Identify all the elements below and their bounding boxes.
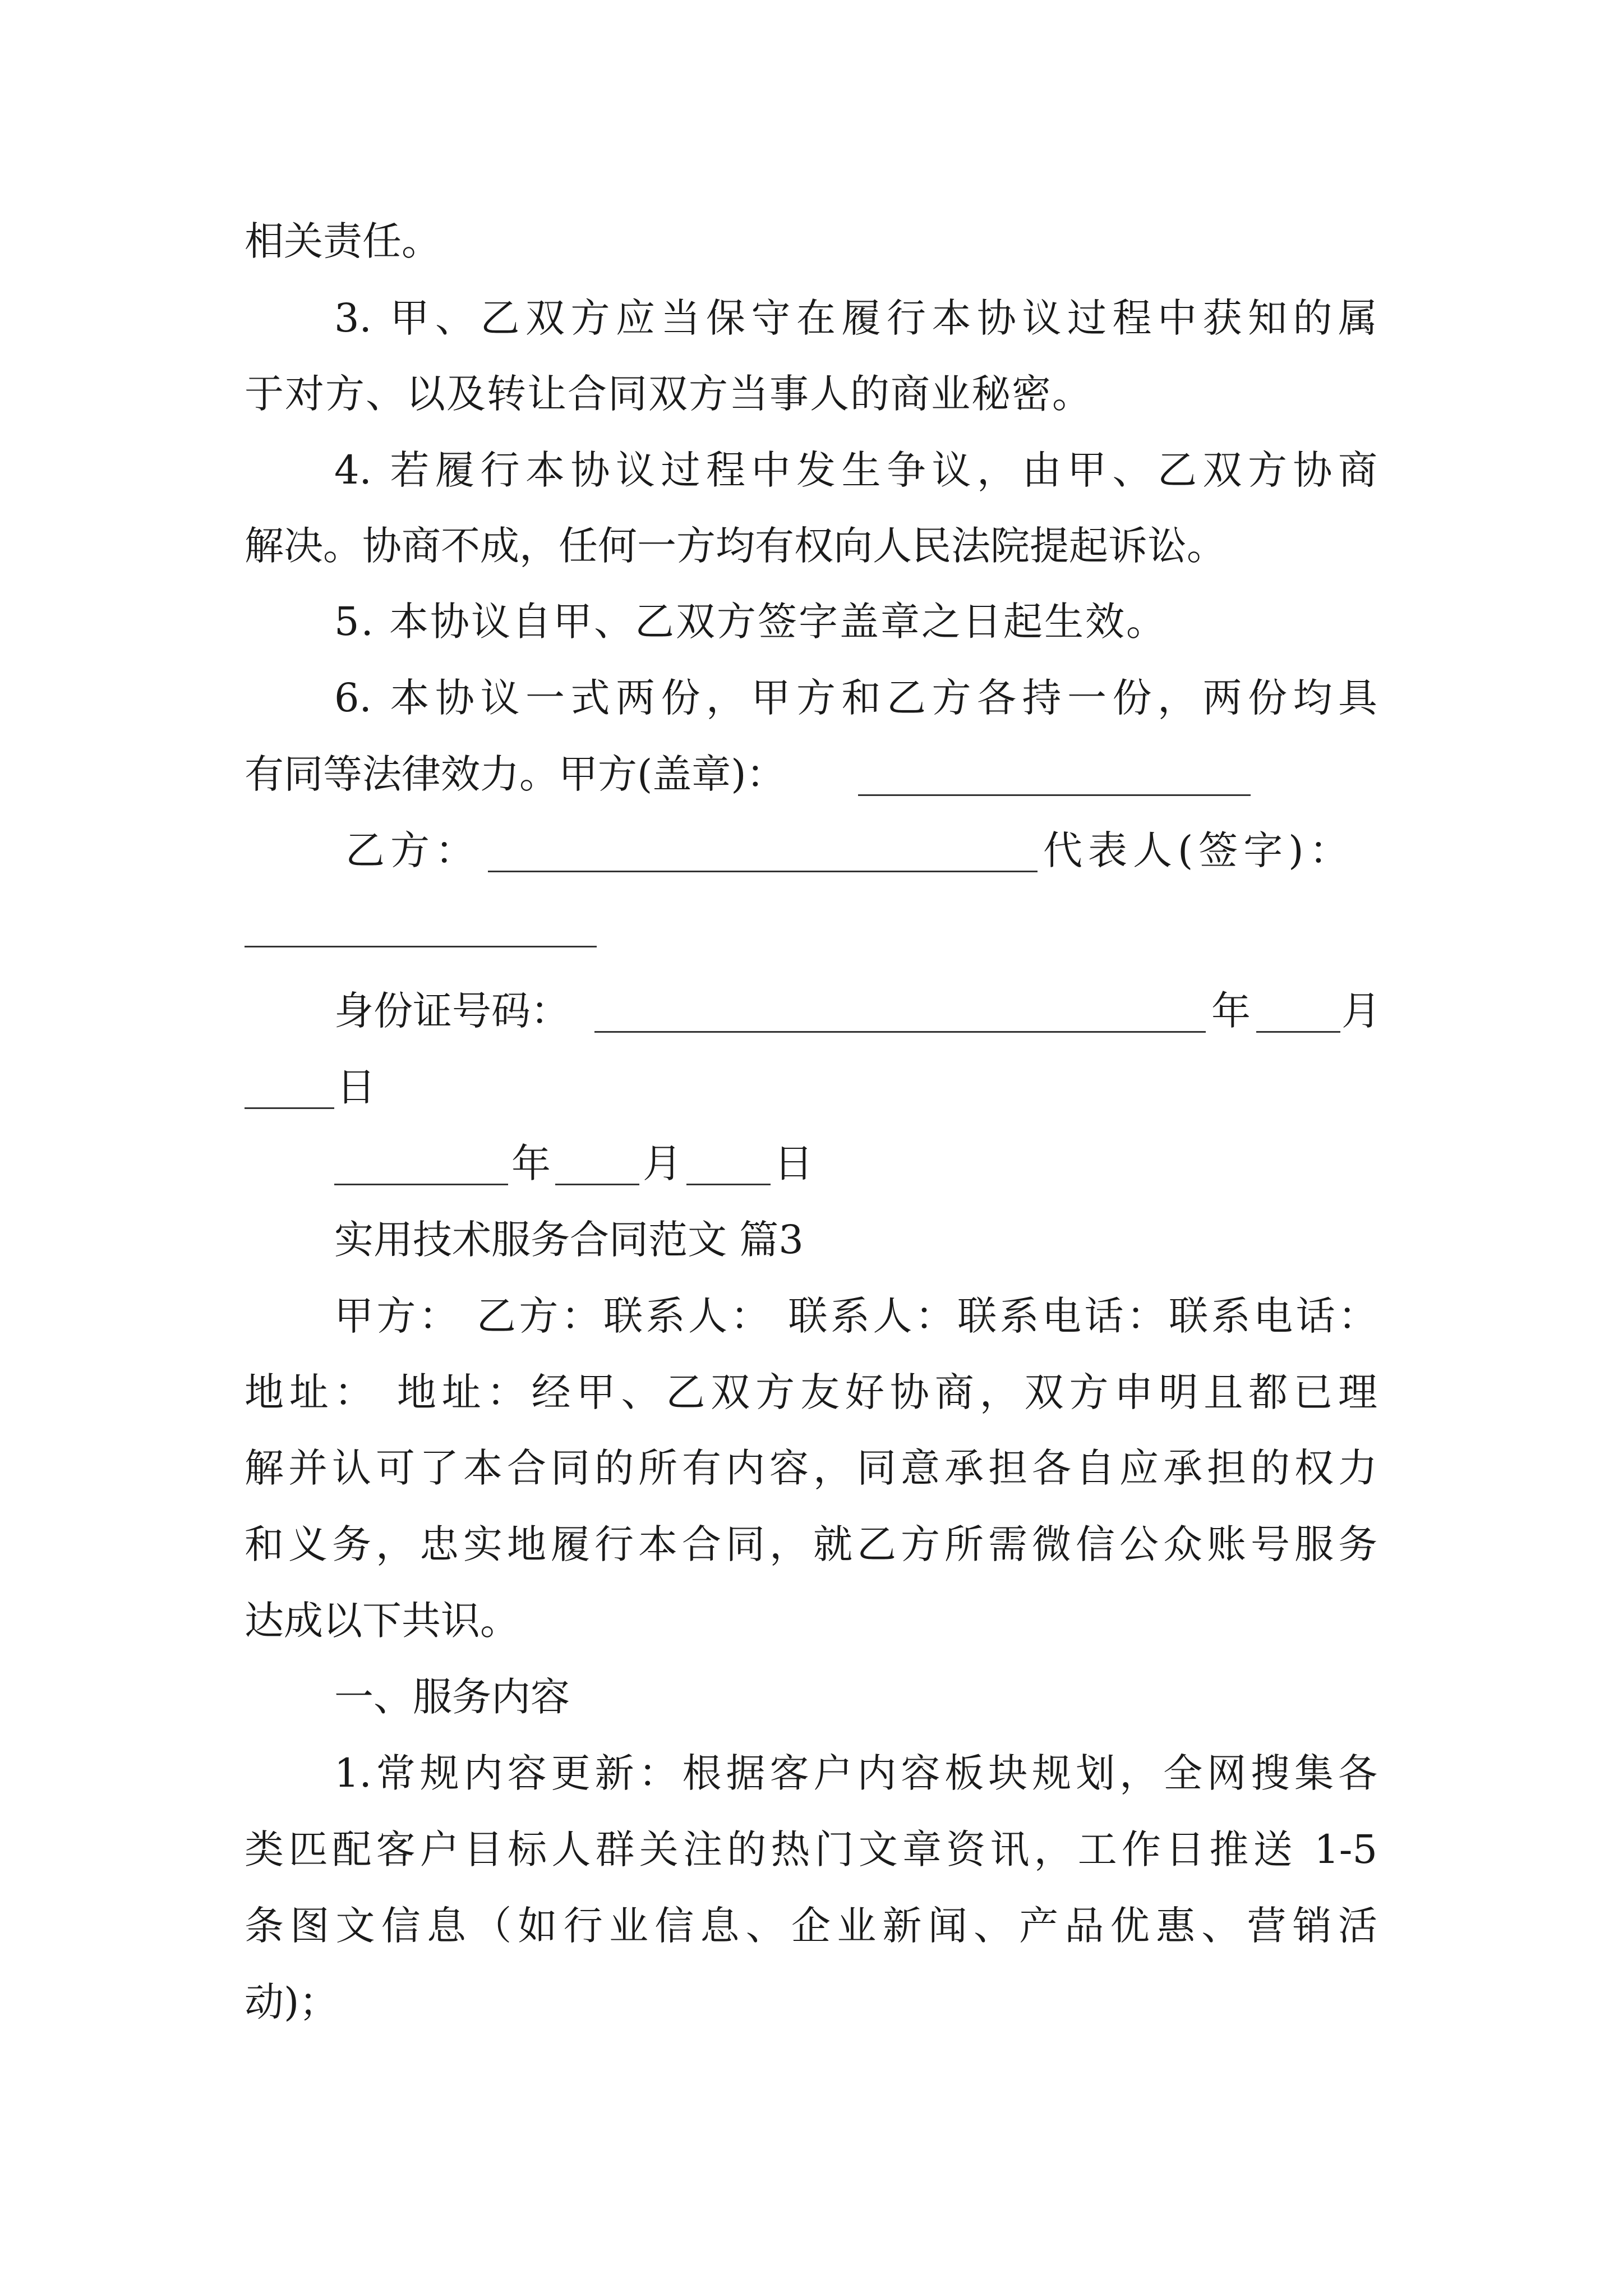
text-line: 甲方： 乙方：联系人： 联系人：联系电话：联系电话：: [334, 1293, 1377, 1339]
representative-signature-blank[interactable]: [245, 946, 597, 947]
item-1: [0, 1745, 1623, 1801]
party-b-line: [0, 822, 1623, 878]
paragraph-line: [0, 1364, 1623, 1420]
date-month-label: 月: [643, 1140, 682, 1186]
service-content-heading: [0, 1669, 1623, 1725]
paragraph-line: [0, 1593, 1623, 1649]
text-line: 地址： 地址：经甲、乙双方友好协商，双方申明且都已理: [245, 1369, 1377, 1415]
party-a-seal-blank[interactable]: [858, 794, 1251, 796]
paragraph-line: [0, 1974, 1623, 2030]
date-year-blank[interactable]: [334, 1184, 508, 1185]
date-day-blank[interactable]: [686, 1184, 771, 1185]
text-line: 达成以下共识。: [245, 1598, 519, 1644]
text-line: 于对方、以及转让合同双方当事人的商业秘密。: [245, 371, 1092, 417]
paragraph-line: [0, 366, 1623, 422]
id-number-line: [0, 983, 1623, 1039]
text-line: 相关责任。: [245, 218, 441, 264]
text-line: 条图文信息（如行业信息、企业新闻、产品优惠、营销活: [245, 1903, 1377, 1949]
paragraph-line: [0, 1440, 1623, 1496]
text-line: 动)；: [245, 1979, 339, 2025]
clause-6: [0, 670, 1623, 726]
text-line: 1.常规内容更新：根据客户内容板块规划，全网搜集各: [334, 1750, 1377, 1796]
party-b-label: 乙方：: [345, 827, 480, 873]
day-line: [0, 1059, 1623, 1115]
date-year-label: 年: [511, 1140, 551, 1186]
paragraph-line: [0, 1821, 1623, 1878]
text-line: 解决。协商不成，任何一方均有权向人民法院提起诉讼。: [245, 523, 1226, 569]
month-label: 月: [1341, 988, 1381, 1034]
text-line: 解并认可了本合同的所有内容，同意承担各自应承担的权力: [245, 1445, 1377, 1491]
day-blank[interactable]: [245, 1107, 334, 1109]
clause-3: [0, 290, 1623, 346]
clause-4: [0, 442, 1623, 498]
party-a-label: 有同等法律效力。甲方(盖章)：: [245, 751, 786, 797]
section-heading: [0, 1212, 1623, 1268]
representative-label: 代表人(签字)：: [1043, 827, 1354, 873]
paragraph-line: [0, 1898, 1623, 1954]
date-month-blank[interactable]: [555, 1184, 639, 1185]
year-label: 年: [1211, 988, 1251, 1034]
text-line: 3. 甲、乙双方应当保守在履行本协议过程中获知的属: [334, 295, 1377, 341]
clause-5: [0, 593, 1623, 650]
paragraph-line: [0, 1516, 1623, 1572]
day-label: 日: [336, 1064, 376, 1110]
party-b-name-blank[interactable]: [488, 871, 1038, 872]
text-line: 类匹配客户目标人群关注的热门文章资讯，工作日推送 1-5: [245, 1826, 1377, 1872]
text-line: 和义务，忠实地履行本合同，就乙方所需微信公众账号服务: [245, 1521, 1377, 1567]
paragraph-line: [0, 213, 1623, 269]
text-line: 6. 本协议一式两份，甲方和乙方各持一份，两份均具: [334, 675, 1377, 721]
representative-blank-line: [0, 898, 1623, 954]
text-line: 5. 本协议自甲、乙双方签字盖章之日起生效。: [334, 599, 1168, 645]
id-number-blank[interactable]: [594, 1031, 1206, 1033]
subsection-title: 一、服务内容: [334, 1674, 570, 1720]
date-day-label: 日: [774, 1140, 813, 1186]
month-blank[interactable]: [1256, 1031, 1340, 1033]
text-line: 4. 若履行本协议过程中发生争议，由甲、乙双方协商: [334, 447, 1377, 493]
party-a-seal-line: [0, 746, 1623, 802]
date-line: [0, 1135, 1623, 1191]
id-number-label: 身份证号码：: [334, 988, 570, 1034]
section-title: 实用技术服务合同范文 篇3: [334, 1217, 804, 1263]
paragraph-line: [0, 518, 1623, 574]
parties-line: [0, 1288, 1623, 1344]
